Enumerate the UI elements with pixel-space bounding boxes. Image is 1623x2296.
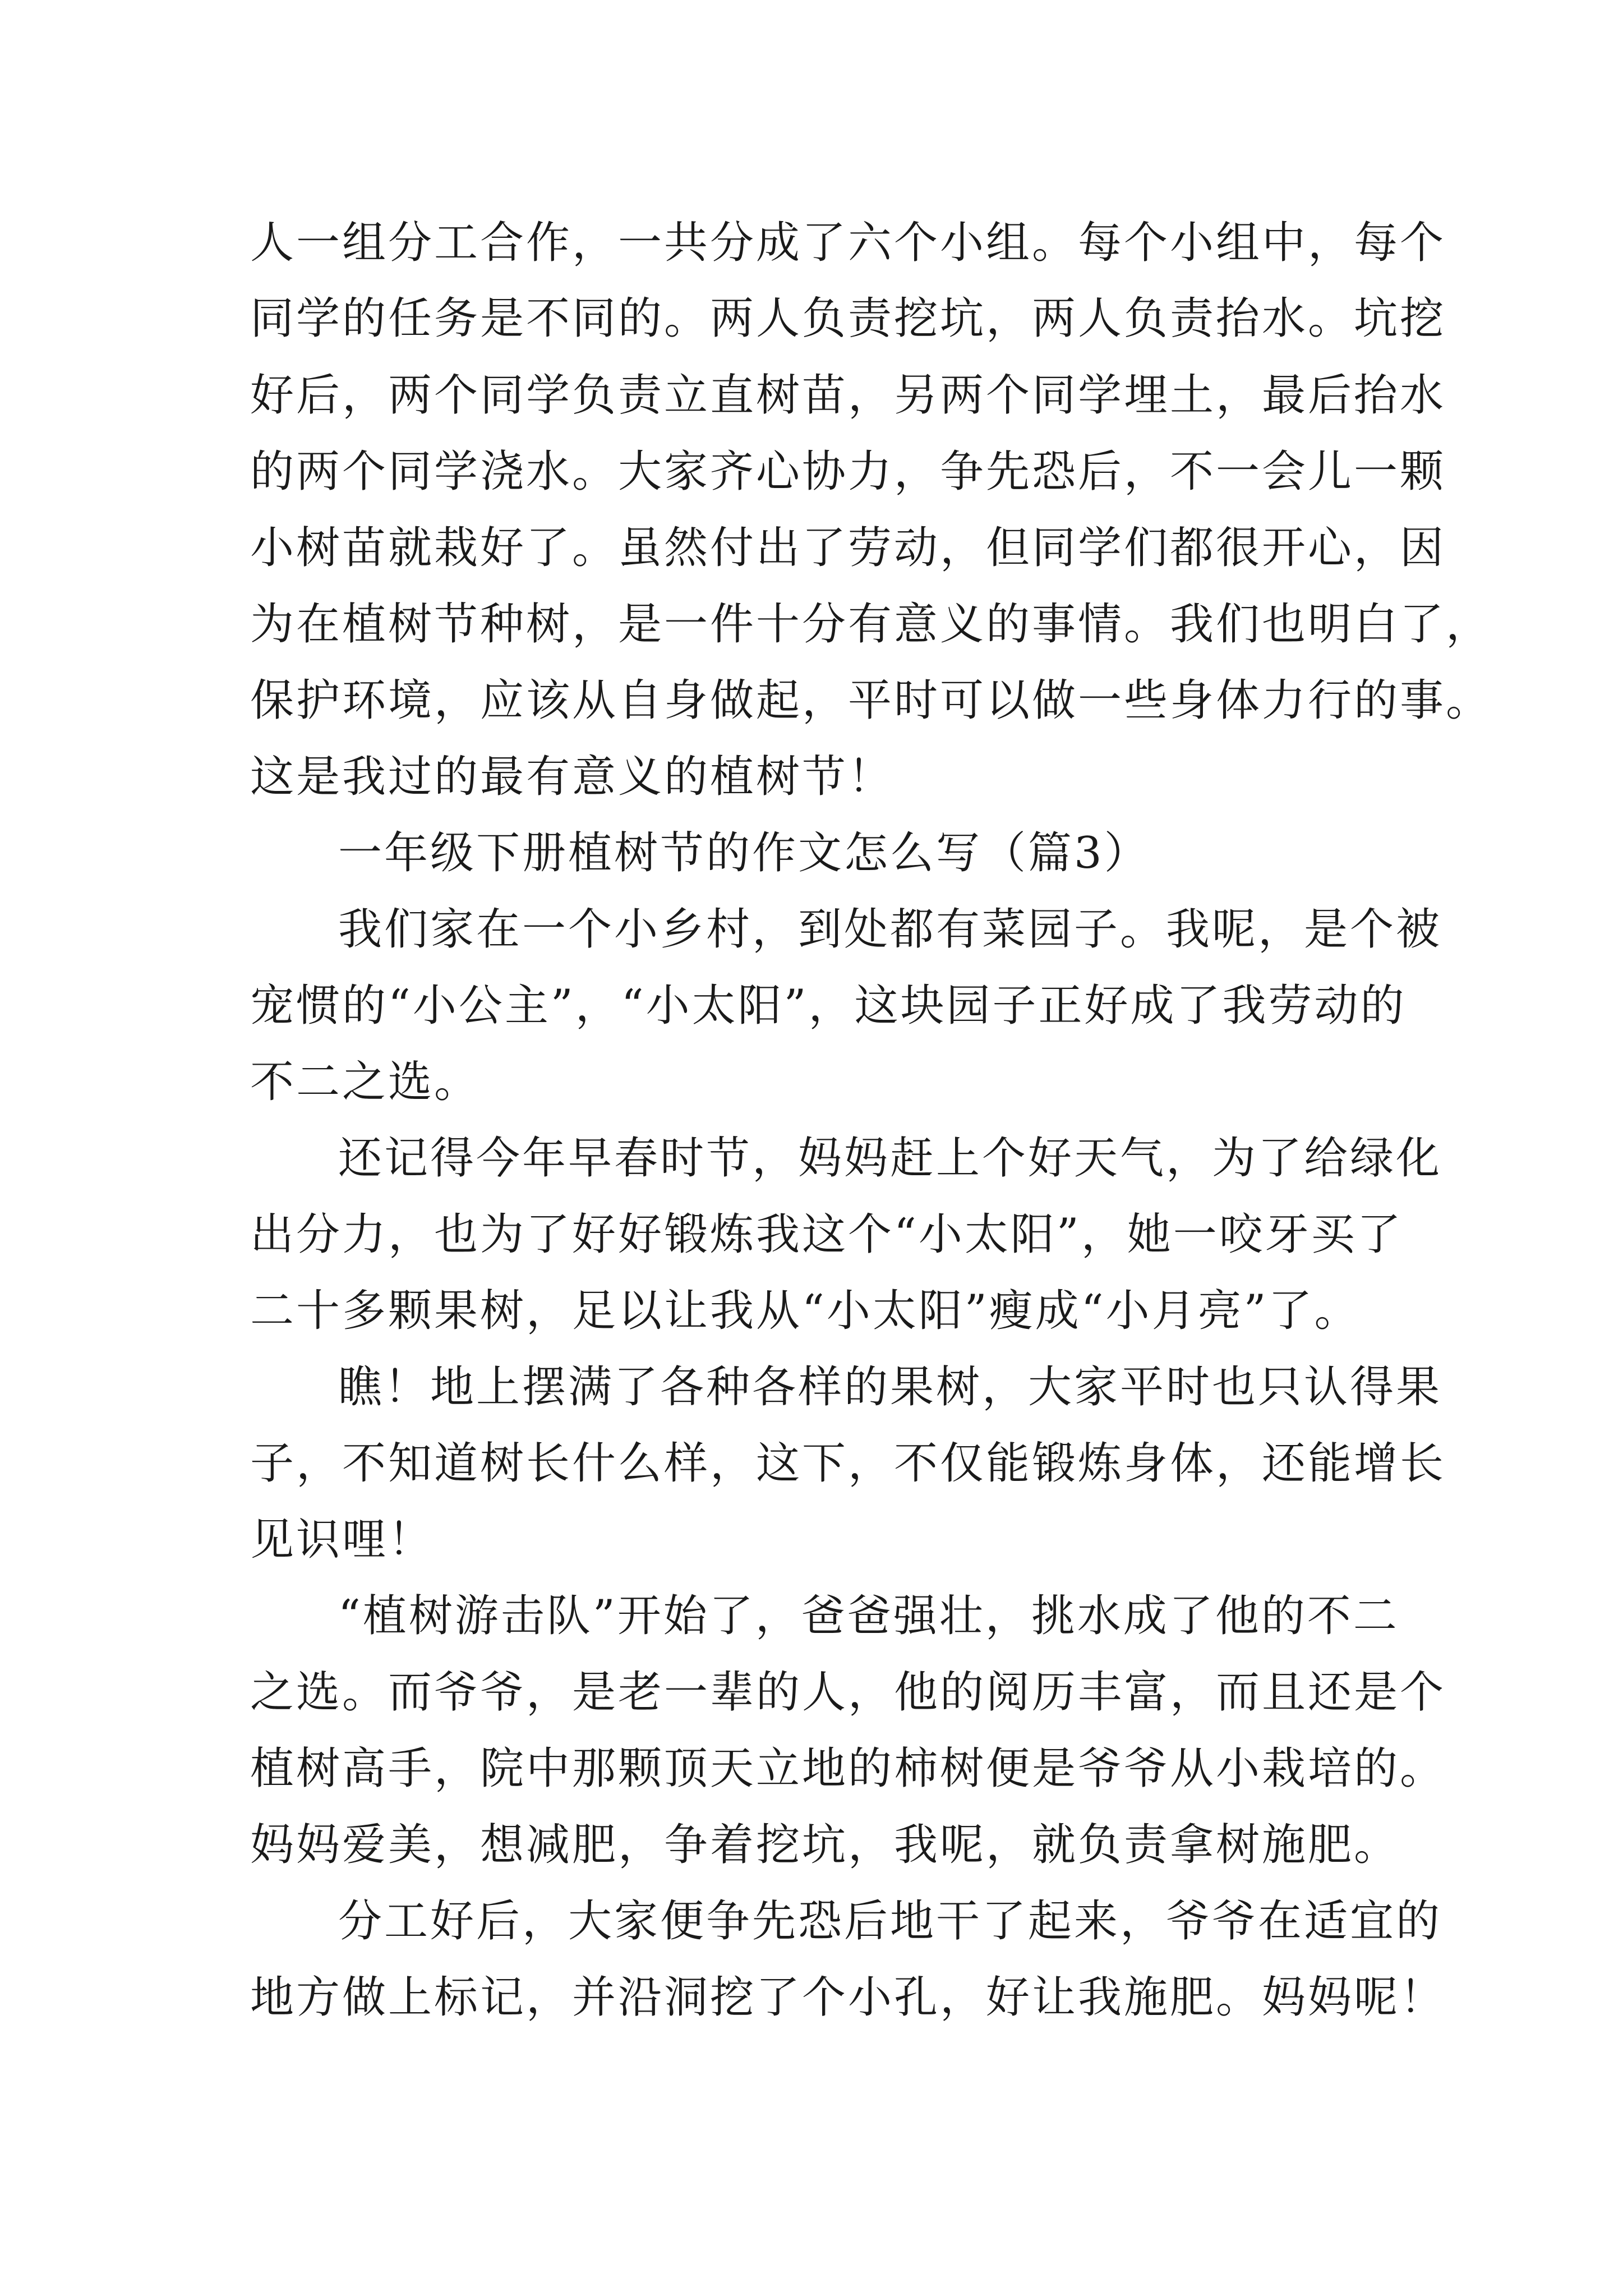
text-line: 保护环境，应该从自身做起，平时可以做一些身体力行的事。 xyxy=(250,675,1492,726)
text-line: 这是我过的最有意义的植树节！ xyxy=(250,752,895,802)
text-line: 同学的任务是不同的。两人负责挖坑，两人负责抬水。坑挖 xyxy=(250,293,1446,344)
text-line: 植树高手，院中那颗顶天立地的柿树便是爷爷从小栽培的。 xyxy=(250,1743,1446,1794)
text-line: 宠惯的“小公主”，“小太阳”，这块园子正好成了我劳动的 xyxy=(250,981,1407,1031)
text-line: 之选。而爷爷，是老一辈的人，他的阅历丰富，而且还是个 xyxy=(250,1667,1446,1718)
text-line: 好后，两个同学负责立直树苗，另两个同学埋土，最后抬水 xyxy=(250,370,1446,421)
text-line: 人一组分工合作，一共分成了六个小组。每个小组中，每个 xyxy=(250,218,1446,268)
text-line: 妈妈爱美，想减肥，争着挖坑，我呢，就负责拿树施肥。 xyxy=(250,1820,1400,1870)
paragraph-start-line: 我们家在一个小乡村，到处都有菜园子。我呢，是个被 xyxy=(338,904,1442,955)
text-line: 小树苗就栽好了。虽然付出了劳动，但同学们都很开心，因 xyxy=(250,523,1446,573)
text-line: 出分力，也为了好好锻炼我这个“小太阳”，她一咬牙买了 xyxy=(250,1209,1403,1260)
text-line: 不二之选。 xyxy=(250,1057,481,1107)
text-line: 为在植树节种树，是一件十分有意义的事情。我们也明白了， xyxy=(250,599,1492,650)
section-heading: 一年级下册植树节的作文怎么写（篇3） xyxy=(338,828,1150,878)
text-line: 子，不知道树长什么样，这下，不仅能锻炼身体，还能增长 xyxy=(250,1438,1446,1489)
paragraph-start-line: 还记得今年早春时节，妈妈赶上个好天气，为了给绿化 xyxy=(338,1133,1442,1184)
paragraph-start-line: 分工好后，大家便争先恐后地干了起来，爷爷在适宜的 xyxy=(338,1896,1442,1947)
paragraph-start-line: 瞧！地上摆满了各种各样的果树，大家平时也只认得果 xyxy=(338,1362,1442,1412)
text-line: 二十多颗果树，足以让我从“小太阳”瘦成“小月亮”了。 xyxy=(250,1286,1361,1336)
text-line: 地方做上标记，并沿洞挖了个小孔，好让我施肥。妈妈呢！ xyxy=(250,1972,1446,2023)
text-line: 见识哩！ xyxy=(250,1515,435,1565)
text-line: 的两个同学浇水。大家齐心协力，争先恐后，不一会儿一颗 xyxy=(250,447,1446,497)
paragraph-start-line: “植树游击队”开始了，爸爸强壮，挑水成了他的不二 xyxy=(338,1591,1399,1641)
